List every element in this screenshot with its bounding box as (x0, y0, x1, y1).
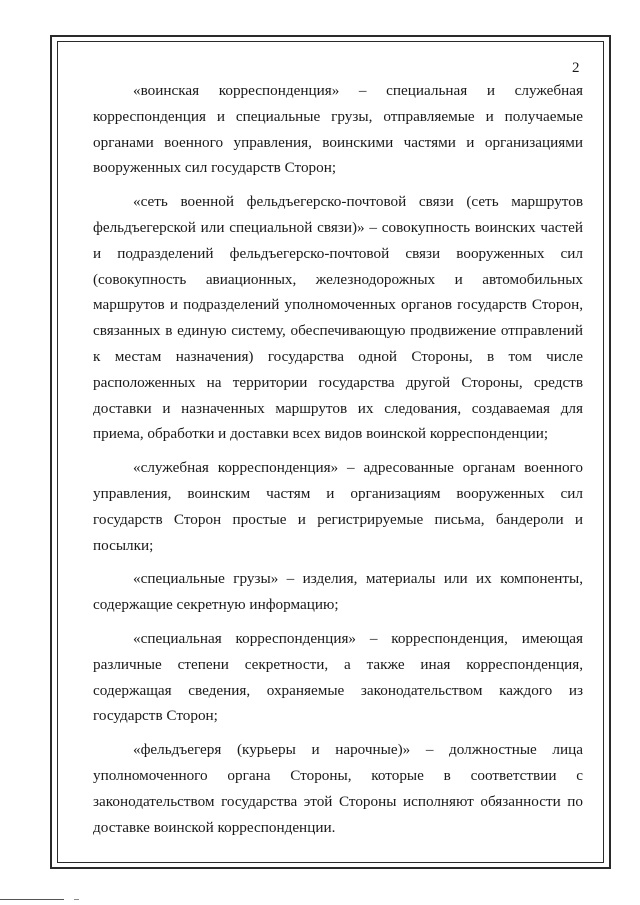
definition-courier-postal-network: «сеть военной фельдъегерско-почтовой связи (сеть маршрутов фельдъегерской или специальной связи)» – совокупность воинских частей и подразделений фельдъегерско-почтовой связи вооруженных сил (совокупность авиационных, железнодорожных и автомобильных маршрутов и подразделений уполномоченных органов государств Сторон, связанных в единую систему, обеспечивающую продвижение отправлений к местам назначения) государства одной Стороны, в том числе расположенных на территории государства другой Стороны, средств доставки и назначенных маршрутов их следования, создаваемая для приема, обработки и доставки всех видов воинской корреспонденции; (93, 193, 583, 443)
page-number: 2 (572, 60, 580, 76)
definition-military-correspondence: «воинская корреспонденция» – специальная и служебная корреспонденция и специальные грузы, отправляемые и получаемые органами военного управления, воинскими частями и организациями вооруженных сил государств Сторон; (93, 82, 583, 177)
definition-couriers: «фельдъегеря (курьеры и нарочные)» – должностные лица уполномоченного органа Стороны, которые в соответствии с законодательством государства этой Стороны исполняют обязанности по доставке воинской корреспонденции. (93, 741, 583, 836)
footer-mark (74, 899, 79, 900)
definition-official-correspondence: «служебная корреспонденция» – адресованные органам военного управления, воинским частям и организациям вооруженных сил государств Сторон простые и регистрируемые письма, бандероли и посылки; (93, 459, 583, 554)
definition-special-cargo: «специальные грузы» – изделия, материалы или их компоненты, содержащие секретную информацию; (93, 570, 583, 614)
definition-special-correspondence: «специальная корреспонденция» – корреспонденция, имеющая различные степени секретности, а также иная корреспонденция, содержащая сведения, охраняемые законодательством каждого из государств Сторон; (93, 629, 583, 725)
footer-rule (0, 899, 64, 900)
document-body (93, 78, 583, 848)
